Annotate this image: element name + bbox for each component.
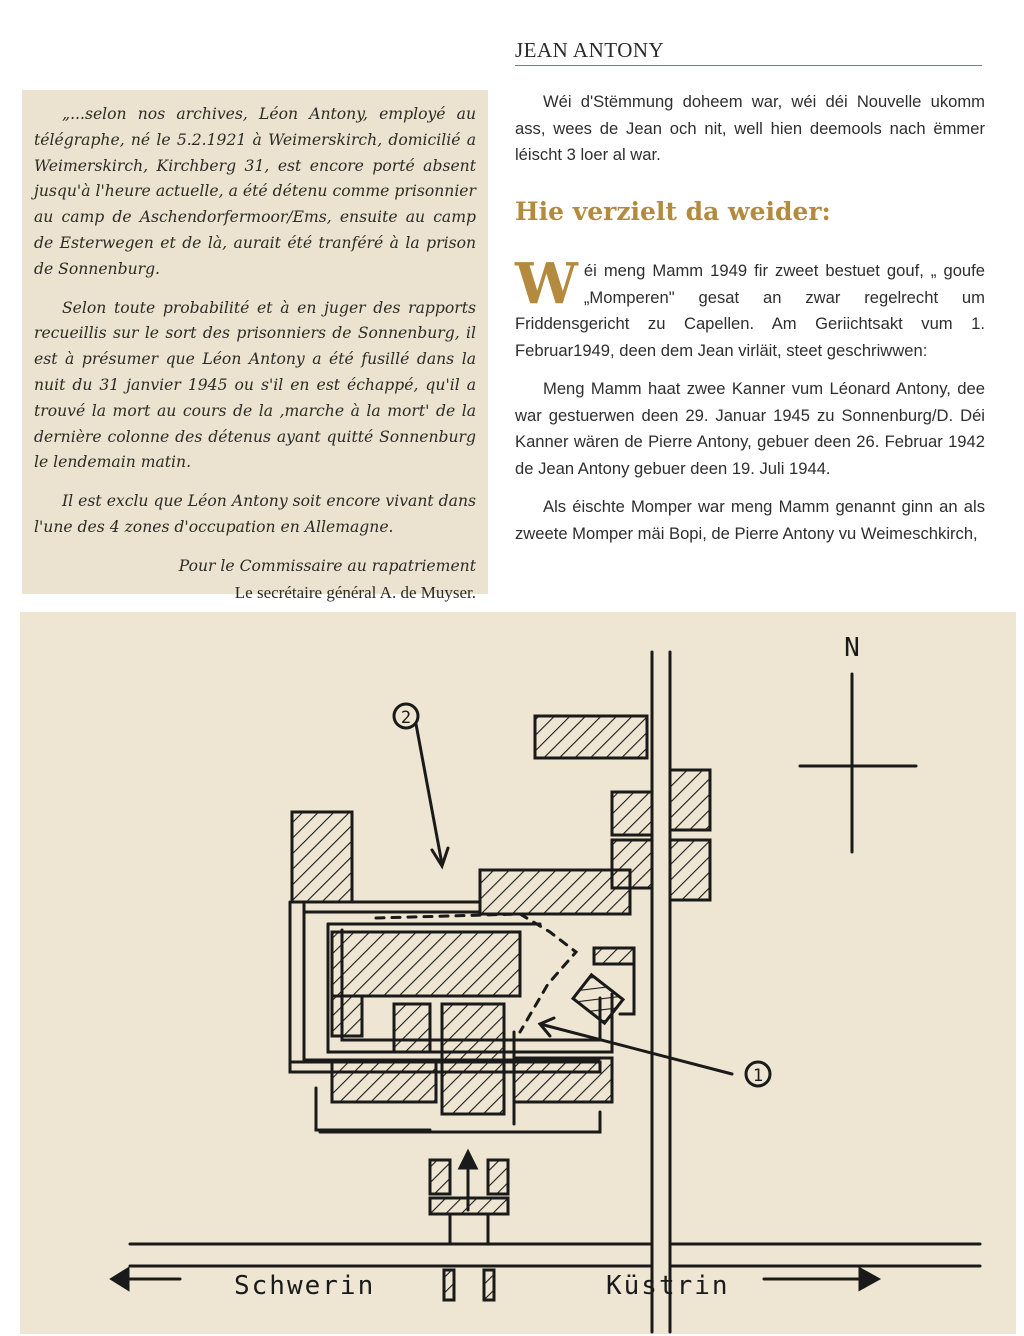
block-small-right	[594, 948, 634, 964]
road-label-schwerin: Schwerin	[234, 1271, 376, 1301]
block-small-center	[394, 1004, 430, 1052]
building-right-3	[670, 840, 710, 900]
building-top-left	[292, 812, 352, 902]
block-diagonal	[573, 975, 623, 1023]
section-header: JEAN ANTONY	[515, 38, 982, 66]
block-center	[442, 1004, 504, 1114]
article-paragraph-2: Meng Mamm haat zwee Kanner vum Léonard Antony, dee war gestuerwen deen 29. Januar 1945 zu Sonnenburg/D. Déi Kanner wären de Pierre Antony, gebuer deen 26. Februar 1942 de Jean Antony gebuer deen 19. Juli 1944.	[515, 379, 985, 478]
article-subheading: Hie verzielt da weider:	[515, 197, 831, 226]
quote-paragraph-1: „...selon nos archives, Léon Antony, employé au télégraphe, né le 5.2.1921 à Weimerskirch, domicilié a Weimerskirch, Kirchberg 31, est encore porté absent jusqu'à l'heure actuelle, a été détenu comme prisonnier au camp de Aschendorfermoor/Ems, ensuite au camp de Esterwegen et de là, aurait été tranféré à la prison de Sonnenburg.	[34, 105, 476, 278]
block-left-small	[332, 996, 362, 1036]
marker-2-label: 2	[400, 708, 412, 728]
block-main	[332, 932, 520, 996]
quote-signature-line-2: Le secrétaire général A. de Muyser.	[234, 582, 476, 602]
quote-paragraph-3: Il est exclu que Léon Antony soit encore vivant dans l'une des 4 zones d'occupation en Allemagne.	[34, 492, 476, 536]
building-long-top	[480, 870, 630, 914]
quote-paragraph-2: Selon toute probabilité et à en juger des rapports recueillis sur le sort des prisonniers de Sonnenburg, il est à présumer que Léon Antony a été fusillé dans la nuit du 31 janvier 1945 ou s'il en est échappé, qu'il a trouvé la mort au cours de la ‚marche à la mort' de la dernière colonne des détenus ayant quitté Sonnenburg le lendemain matin.	[34, 298, 476, 472]
article-paragraph-1	[515, 251, 985, 364]
building-right-2	[612, 792, 652, 835]
article-intro-block	[515, 89, 985, 181]
quote-box	[22, 90, 488, 602]
article-body	[515, 251, 985, 559]
marker-1-label: 1	[752, 1066, 764, 1086]
block-lower-right	[514, 1058, 612, 1102]
north-label: N	[844, 633, 860, 663]
block-lower-left	[332, 1060, 436, 1102]
building-right-1	[670, 770, 710, 830]
drop-cap: W	[515, 251, 578, 317]
road-label-kustrin: Küstrin	[606, 1271, 730, 1301]
map-drawing	[20, 612, 1016, 1334]
prison-map	[20, 612, 1016, 1334]
quote-signature-line-1: Pour le Commissaire au rapatriement	[178, 556, 476, 575]
article-paragraph-3: Als éischte Momper war meng Mamm genannt ginn an als zweete Momper mäi Bopi, de Pierre Antony vu Weimeschkirch,	[515, 497, 985, 543]
building-top-right	[535, 716, 647, 758]
gate-right	[488, 1160, 508, 1194]
article-paragraph-1-text: éi meng Mamm 1949 fir zweet bestuet gouf, „ goufe „Momperen" gesat an zwar regelrecht um Friddensgericht zu Capellen. Am Geriichtsakt vum 1. Februar1949, deen dem Jean virläit, steet geschriwwen:	[515, 261, 985, 360]
article-intro: Wéi d'Stëmmung doheem war, wéi déi Nouvelle ukomm ass, wees de Jean och nit, well hien deemools nach ëmmer léischt 3 loer al war.	[515, 92, 985, 164]
gate-left	[430, 1160, 450, 1194]
